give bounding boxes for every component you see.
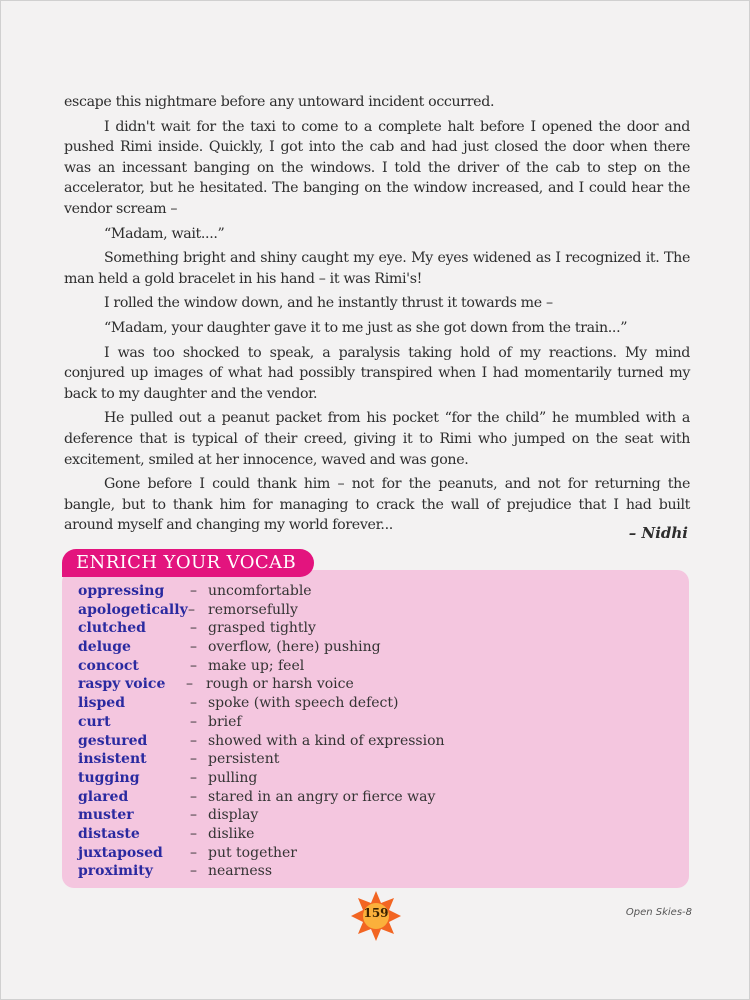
vocab-entry (78, 638, 668, 657)
vocab-entry (78, 713, 668, 732)
vocab-meaning: put together (208, 844, 297, 861)
vocab-dash: – (190, 657, 197, 674)
vocab-meaning: make up; feel (208, 657, 305, 674)
vocab-word: apologetically (78, 601, 188, 618)
vocab-dash: – (190, 825, 197, 842)
story-text (64, 92, 690, 536)
vocab-entry (78, 582, 668, 601)
vocab-dash: – (190, 713, 197, 730)
vocab-dash: – (190, 844, 197, 861)
vocab-entry (78, 657, 668, 676)
vocab-meaning: persistent (208, 751, 280, 768)
vocab-word: oppressing (78, 583, 165, 599)
vocab-dash: – (188, 601, 195, 618)
vocab-list (78, 582, 668, 881)
vocab-meaning: remorsefully (208, 601, 298, 618)
vocab-word: gestured (78, 732, 148, 749)
vocab-word: insistent (78, 751, 147, 768)
vocab-word: clutched (78, 620, 146, 637)
vocab-dash: – (190, 639, 197, 656)
page-number: 159 (363, 906, 389, 920)
vocab-meaning: dislike (208, 825, 255, 842)
vocab-word: lisped (78, 695, 126, 712)
vocab-meaning: display (208, 807, 259, 824)
vocab-meaning: grasped tightly (208, 620, 316, 637)
vocab-dash: – (190, 863, 197, 880)
vocab-entry (78, 788, 668, 807)
page-number-badge (351, 891, 401, 941)
vocab-meaning: showed with a kind of expression (208, 732, 445, 749)
story-quote: “Madam, your daughter gave it to me just as she got down from the train...” (104, 319, 628, 336)
story-paragraph: Gone before I could thank him – not for the peanuts, and not for returning the bangle, but to thank him for managing to crack the wall of prejudice that I had built around myself and changing my world forever... (64, 476, 690, 534)
book-title: Open Skies-8 (625, 907, 692, 918)
vocab-entry (78, 750, 668, 769)
vocab-word: juxtaposed (78, 844, 163, 861)
vocab-entry (78, 732, 668, 751)
vocab-word: tugging (78, 769, 140, 786)
vocab-entry (78, 806, 668, 825)
story-paragraph: escape this nightmare before any untoward incident occurred. (64, 94, 495, 110)
vocab-dash: – (190, 732, 197, 749)
vocab-word: proximity (78, 863, 153, 880)
vocab-entry (78, 619, 668, 638)
vocab-entry (78, 601, 668, 620)
vocab-dash: – (190, 807, 197, 824)
vocab-dash: – (190, 620, 197, 637)
story-paragraph: I was too shocked to speak, a paralysis taking hold of my reactions. My mind conjured up images of what had possibly transpired when I had momentarily turned my back to my daughter and the vendor. (64, 344, 690, 402)
vocab-word: raspy voice (78, 676, 166, 693)
vocab-entry (78, 825, 668, 844)
vocab-dash: – (186, 676, 193, 693)
story-paragraph: I didn't wait for the taxi to come to a complete halt before I opened the door and pushed Rimi inside. Quickly, I got into the cab and had just closed the door when there was an incessant banging on the windows. I told the driver of the cab to step on the accelerator, but he hesitated. The banging on the window increased, and I could hear the vendor scream – (64, 118, 690, 217)
vocab-word: distaste (78, 825, 140, 842)
vocab-word: concoct (78, 657, 139, 674)
story-paragraph: Something bright and shiny caught my eye. My eyes widened as I recognized it. The man held a gold bracelet in his hand – it was Rimi's! (64, 250, 690, 287)
vocab-entry (78, 675, 668, 694)
vocab-meaning: overflow, (here) pushing (208, 639, 381, 656)
vocab-dash: – (190, 751, 197, 768)
vocab-dash: – (190, 788, 197, 805)
author-signature: – Nidhi (628, 524, 688, 542)
story-paragraph: I rolled the window down, and he instantly thrust it towards me – (104, 295, 553, 312)
vocab-entry (78, 769, 668, 788)
vocab-word: curt (78, 713, 111, 730)
vocab-word: glared (78, 788, 129, 805)
vocab-title: ENRICH YOUR VOCAB (62, 549, 314, 577)
vocab-dash: – (190, 583, 197, 599)
vocab-dash: – (190, 769, 197, 786)
vocab-meaning: rough or harsh voice (206, 676, 354, 693)
vocab-meaning: stared in an angry or fierce way (208, 788, 436, 805)
vocab-word: muster (78, 807, 134, 824)
vocab-entry (78, 844, 668, 863)
vocab-meaning: spoke (with speech defect) (208, 695, 399, 712)
story-quote: “Madam, wait....” (104, 225, 225, 242)
story-paragraph: He pulled out a peanut packet from his pocket “for the child” he mumbled with a deference that is typical of their creed, giving it to Rimi who jumped on the seat with excitement, smiled at her innocence, waved and was gone. (64, 410, 690, 468)
vocab-meaning: uncomfortable (208, 583, 312, 599)
vocab-meaning: nearness (208, 863, 273, 880)
vocab-meaning: brief (208, 713, 242, 730)
vocab-entry (78, 862, 668, 881)
vocab-entry (78, 694, 668, 713)
vocab-meaning: pulling (208, 769, 258, 786)
vocab-dash: – (190, 695, 197, 712)
vocab-word: deluge (78, 639, 131, 656)
